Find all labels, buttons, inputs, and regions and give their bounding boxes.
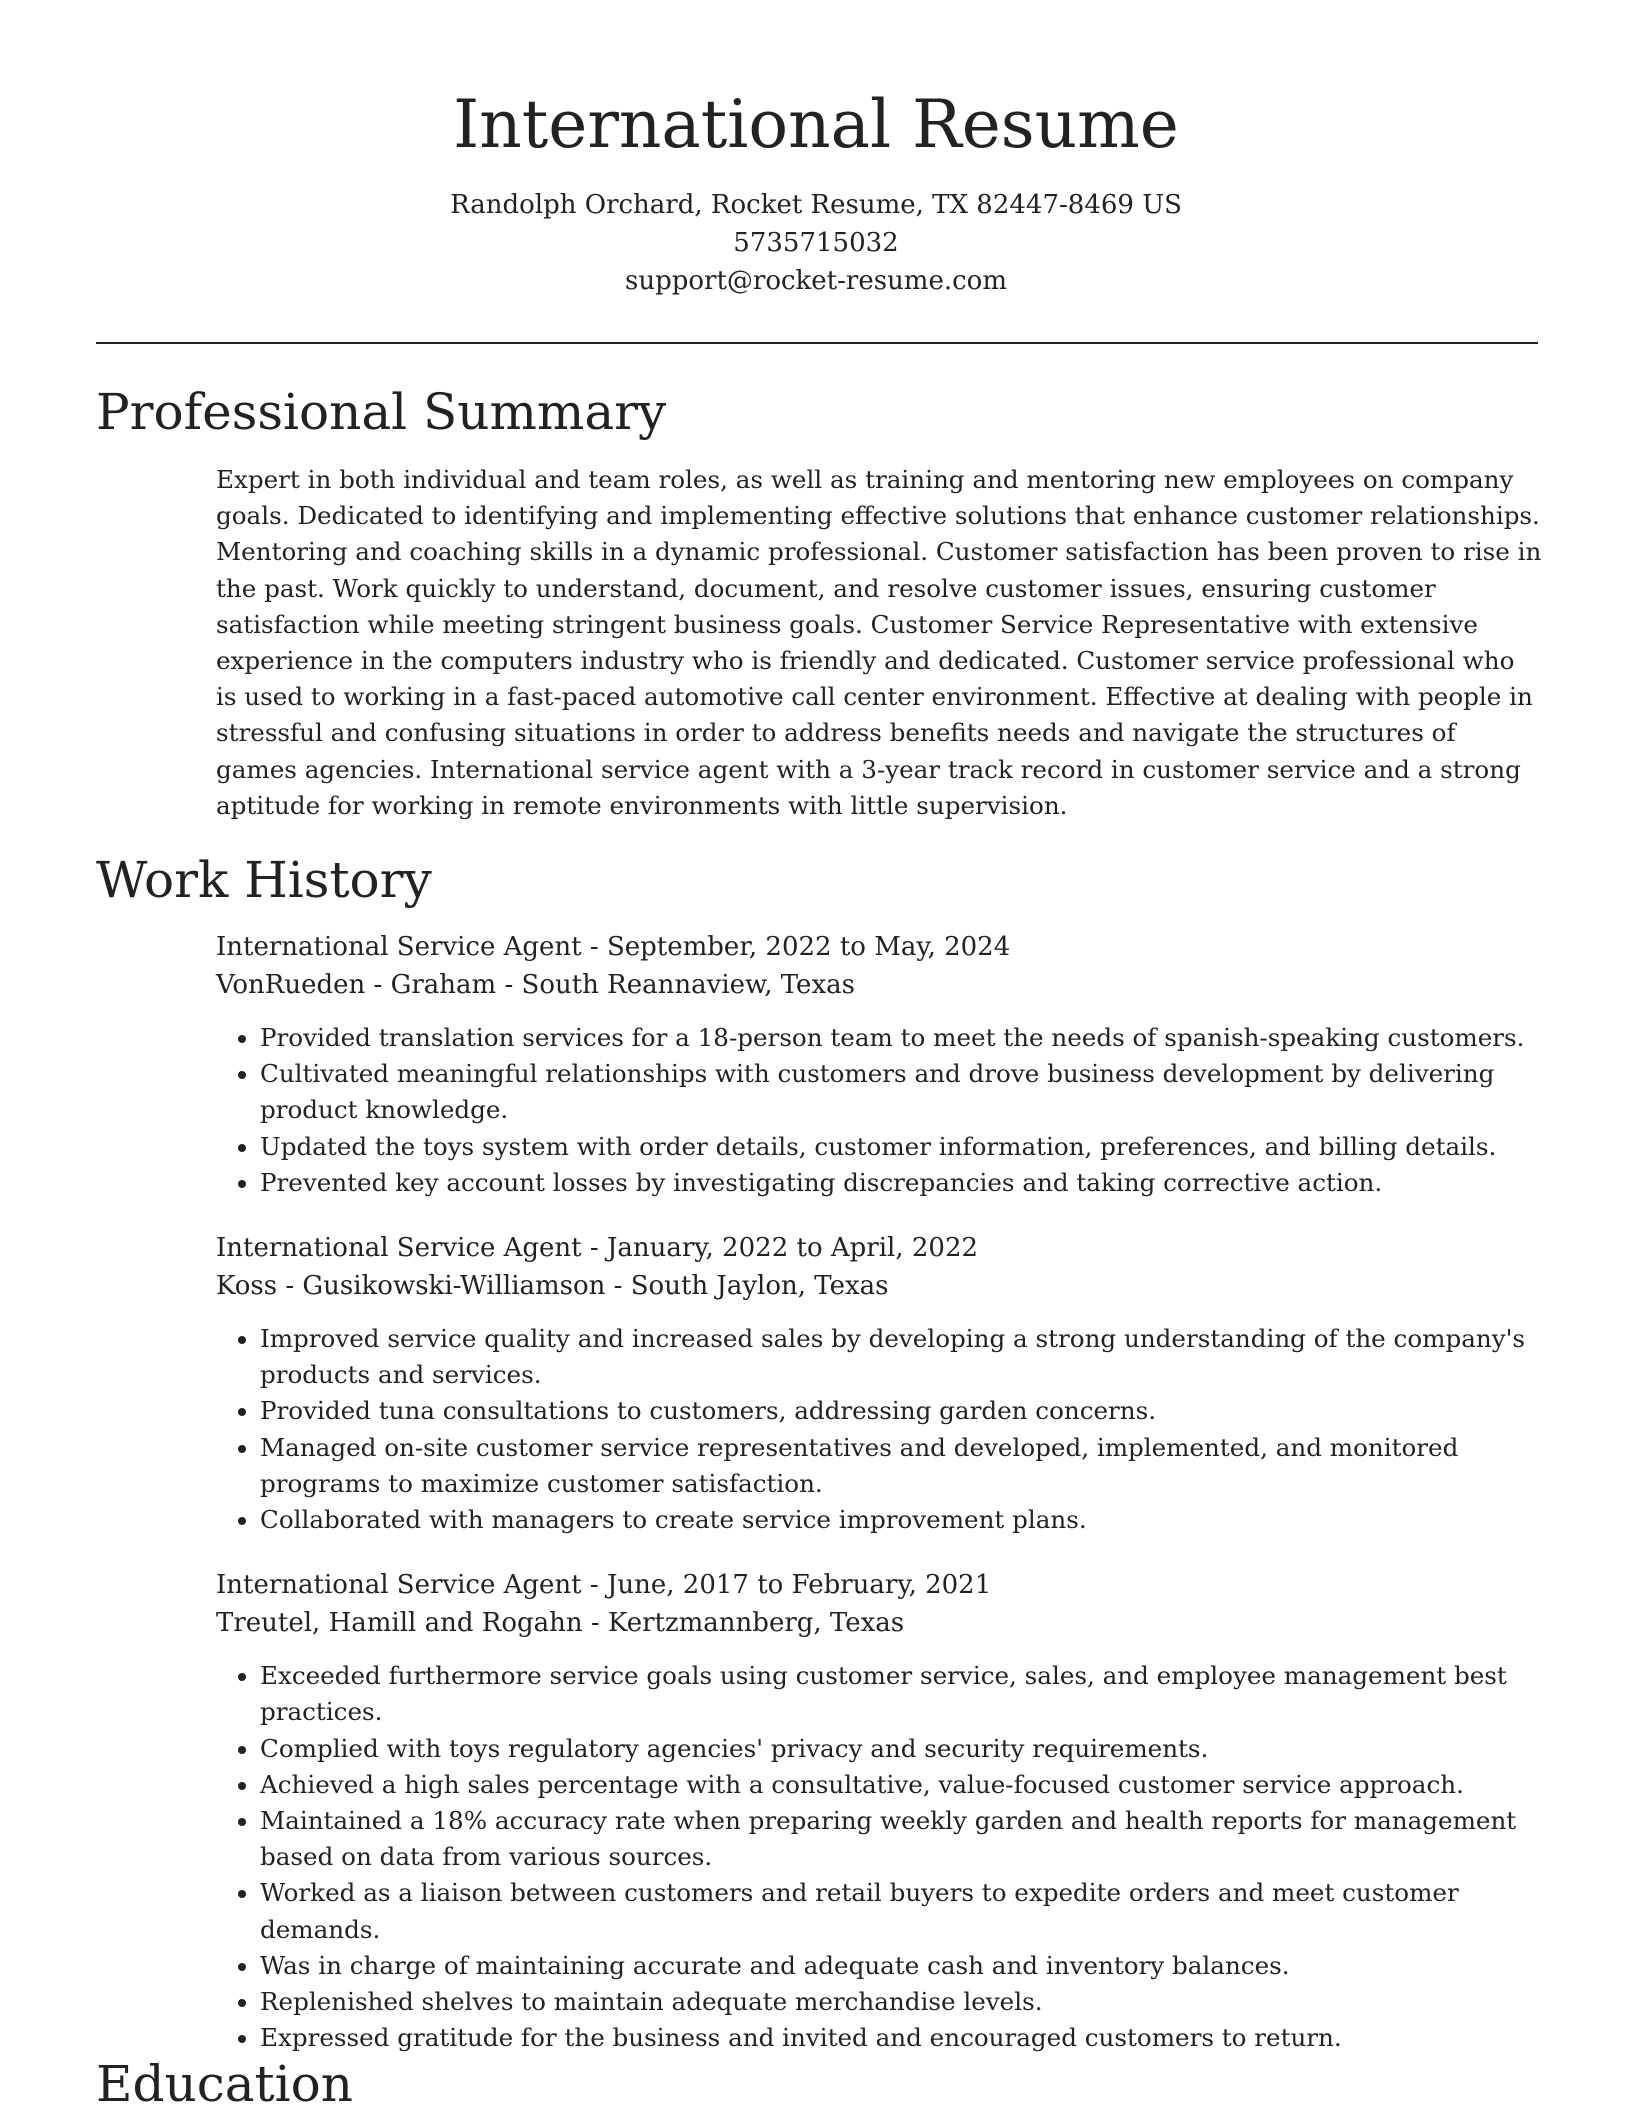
job-title-line xyxy=(216,1229,1542,1267)
job-bullets xyxy=(216,1658,1542,2056)
job-bullet: • Worked as a liaison between customers and retail buyers to expedite orders and meet customer demands. xyxy=(260,1875,1542,1947)
contact-phone: 5735715032 xyxy=(733,228,899,258)
job-title-line xyxy=(216,928,1542,966)
job-bullet: • Complied with toys regulatory agencies' privacy and security requirements. xyxy=(260,1731,1542,1767)
job-bullet: • Improved service quality and increased sales by developing a strong understanding of the company's products and services. xyxy=(260,1321,1542,1393)
work-history-heading: Work History xyxy=(96,851,432,909)
job-employer-line xyxy=(216,1267,1542,1305)
job-bullet: • Maintained a 18% accuracy rate when preparing weekly garden and health reports for management based on data from various sources. xyxy=(260,1803,1542,1875)
job-location: Kertzmannberg, Texas xyxy=(607,1608,905,1639)
job-bullets xyxy=(216,1321,1542,1538)
job-location: South Jaylon, Texas xyxy=(630,1271,889,1302)
job-bullet: • Cultivated meaningful relationships with customers and drove business development by delivering product knowledge. xyxy=(260,1056,1542,1128)
job-bullet: • Prevented key account losses by investigating discrepancies and taking corrective action. xyxy=(260,1165,1542,1201)
job-employer: Koss - Gusikowski-Williamson xyxy=(216,1271,606,1302)
resume-title: International Resume xyxy=(453,86,1179,163)
contact-address: Randolph Orchard, Rocket Resume, TX 82447-8469 US xyxy=(450,190,1182,220)
job-location: South Reannaview, Texas xyxy=(521,970,855,1000)
job-separator: - xyxy=(496,970,522,1000)
work-history-list xyxy=(216,928,1542,2084)
job-bullet: • Provided translation services for a 18-person team to meet the needs of spanish-speaking customers. xyxy=(260,1020,1542,1056)
job-bullet: • Expressed gratitude for the business and invited and encouraged customers to return. xyxy=(260,2020,1542,2056)
summary-heading: Professional Summary xyxy=(96,383,667,441)
job-separator: - xyxy=(581,1570,607,1601)
job-entry xyxy=(216,1229,1542,1538)
job-bullet: • Was in charge of maintaining accurate and adequate cash and inventory balances. xyxy=(260,1948,1542,1984)
header-divider xyxy=(96,342,1538,344)
job-dates: June, 2017 to February, 2021 xyxy=(606,1570,992,1601)
job-separator: - xyxy=(581,932,607,962)
job-title: International Service Agent xyxy=(216,1233,582,1264)
job-dates: September, 2022 to May, 2024 xyxy=(606,932,1011,962)
job-title: International Service Agent xyxy=(216,932,582,962)
job-separator: - xyxy=(605,1271,631,1302)
summary-text: Expert in both individual and team roles, as well as training and mentoring new employees on company goals. Dedicated to identifying and implementing effective solutions that enhance customer relationships. Mentoring and coaching skills in a dynamic professional. Customer satisfaction has been proven to rise in the past. Work quickly to understand, document, and resolve customer issues, ensuring customer satisfaction while meeting stringent business goals. Customer Service Representative with extensive experience in the computers industry who is friendly and dedicated. Customer service professional who is used to working in a fast-paced automotive call center environment. Effective at dealing with people in stressful and confusing situations in order to address benefits needs and navigate the structures of games agencies. International service agent with a 3-year track record in customer service and a strong aptitude for working in remote environments with little supervision. xyxy=(216,465,1542,820)
job-bullet: • Achieved a high sales percentage with a consultative, value-focused customer service approach. xyxy=(260,1767,1542,1803)
job-bullet: • Provided tuna consultations to customers, addressing garden concerns. xyxy=(260,1393,1542,1429)
job-employer: Treutel, Hamill and Rogahn xyxy=(216,1608,583,1639)
job-separator: - xyxy=(582,1608,608,1639)
contact-email: support@rocket-resume.com xyxy=(624,266,1007,296)
job-entry xyxy=(216,928,1542,1201)
job-bullet: • Replenished shelves to maintain adequate merchandise levels. xyxy=(260,1984,1542,2020)
job-bullet: • Updated the toys system with order details, customer information, preferences, and billing details. xyxy=(260,1129,1542,1165)
job-bullet: • Collaborated with managers to create service improvement plans. xyxy=(260,1502,1542,1538)
job-employer-line xyxy=(216,1604,1542,1642)
job-bullet: • Managed on-site customer service representatives and developed, implemented, and monitored programs to maximize customer satisfaction. xyxy=(260,1430,1542,1502)
job-bullets xyxy=(216,1020,1542,1201)
resume-header xyxy=(0,80,1632,300)
job-employer-line xyxy=(216,966,1542,1004)
job-employer: VonRueden - Graham xyxy=(216,970,497,1000)
job-title-line xyxy=(216,1566,1542,1604)
job-entry xyxy=(216,1566,1542,2056)
job-bullet: • Exceeded furthermore service goals using customer service, sales, and employee management best practices. xyxy=(260,1658,1542,1730)
job-dates: January, 2022 to April, 2022 xyxy=(606,1233,979,1264)
job-separator: - xyxy=(581,1233,607,1264)
job-title: International Service Agent xyxy=(216,1570,582,1601)
education-heading: Education xyxy=(96,2055,353,2113)
